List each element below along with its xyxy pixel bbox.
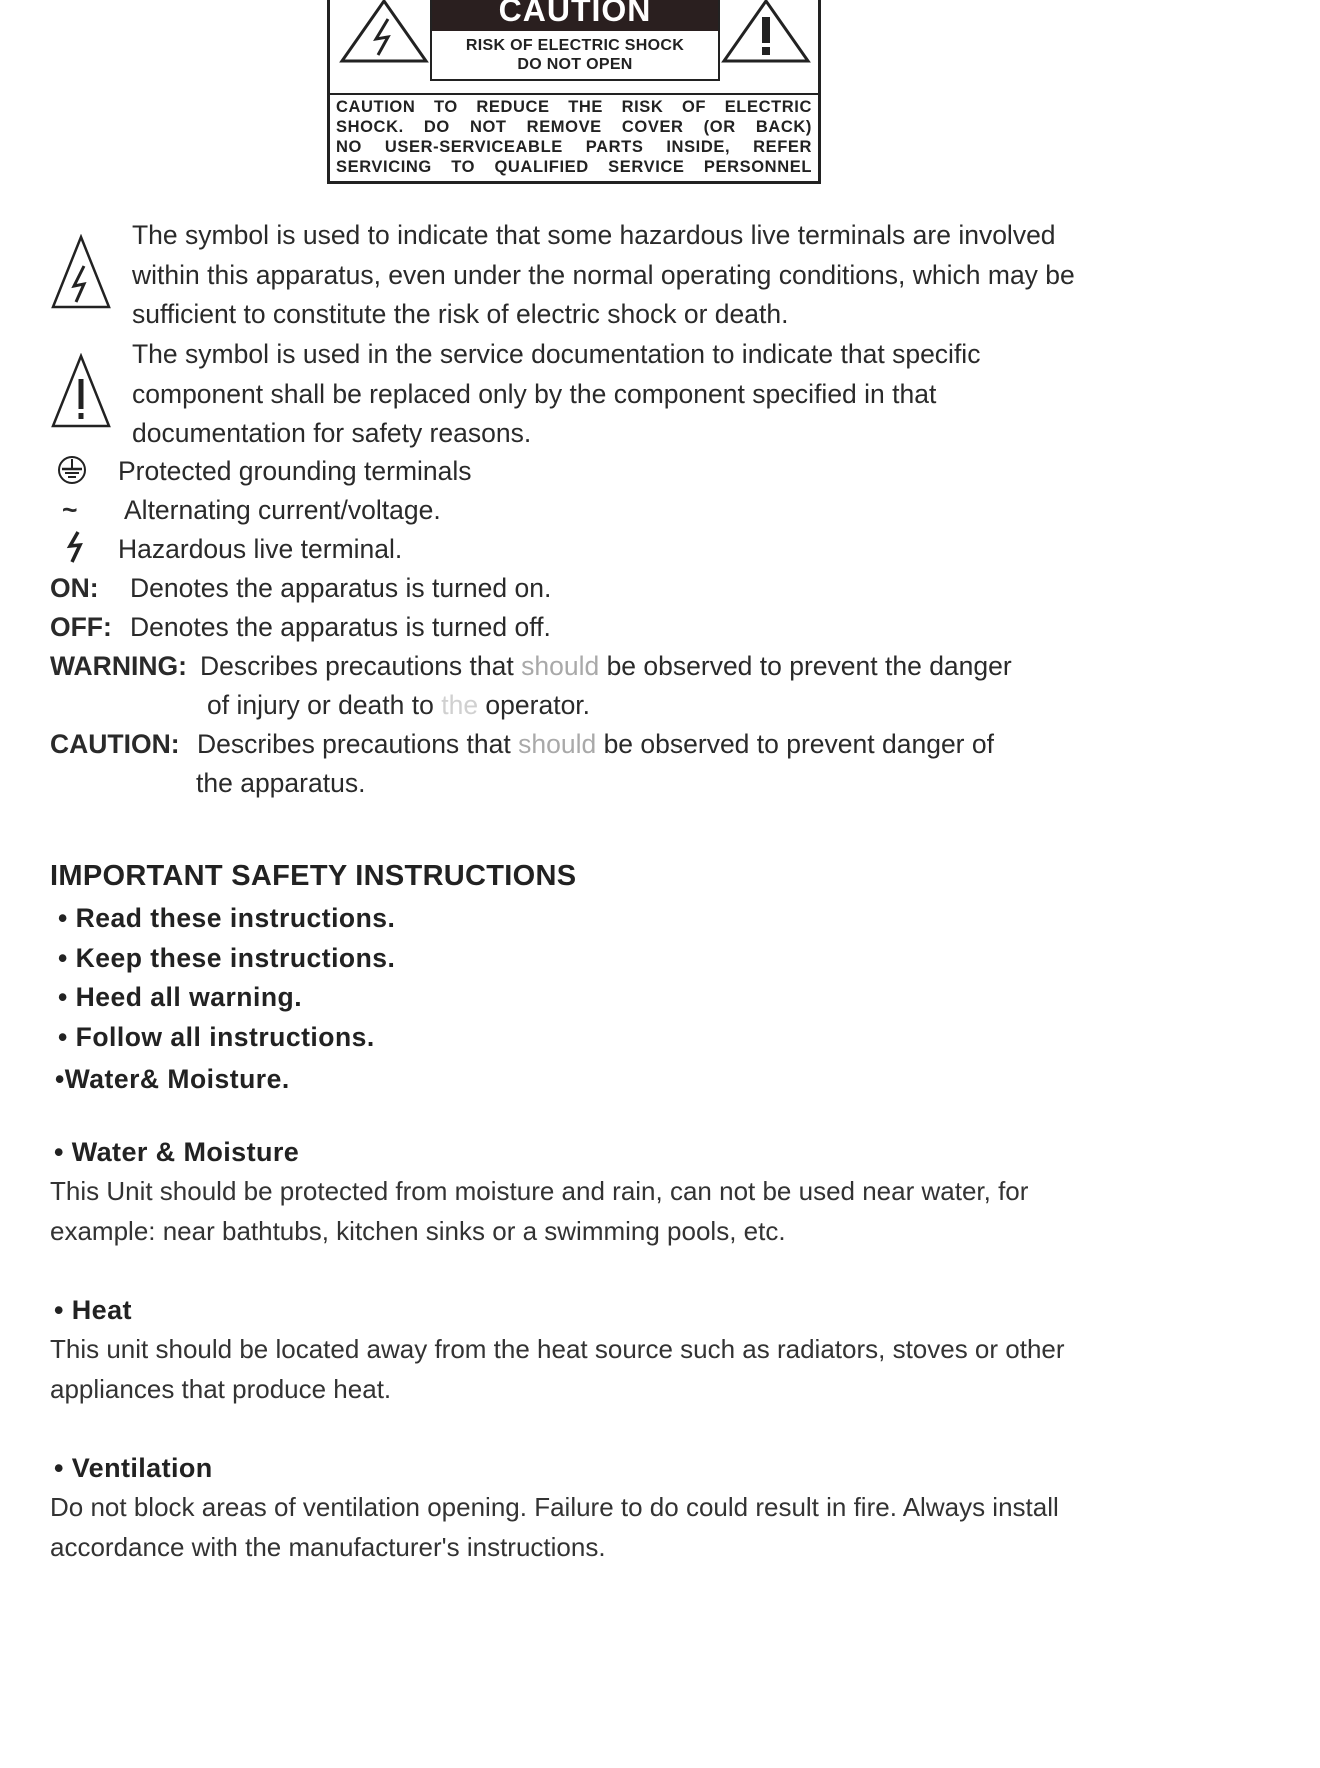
caution-header: CAUTION bbox=[432, 0, 718, 31]
caution-body-line: SHOCK. DO NOT REMOVE COVER (OR BACK) bbox=[336, 118, 812, 136]
caution-body-line: NO USER-SERVICEABLE PARTS INSIDE, REFER bbox=[336, 138, 812, 156]
water-moisture-section bbox=[50, 1132, 1170, 1251]
lightning-triangle-icon bbox=[50, 234, 112, 310]
section-line: accordance with the manufacturer's instructions. bbox=[50, 1531, 606, 1562]
description-line: The symbol is used to indicate that some hazardous live terminals are involved bbox=[132, 220, 1056, 250]
warning-text-faded: should bbox=[521, 651, 600, 681]
caution-sub-line1: RISK OF ELECTRIC SHOCK bbox=[465, 37, 685, 54]
warning-text-a: Describes precautions that bbox=[200, 651, 522, 681]
lightning-description bbox=[132, 216, 1075, 335]
caution-row bbox=[50, 725, 994, 764]
description-line: sufficient to constitute the risk of electric shock or death. bbox=[132, 299, 789, 329]
off-row bbox=[50, 608, 551, 647]
warning-text-faded2: the bbox=[441, 690, 479, 720]
list-item: • Heed all warning. bbox=[58, 982, 303, 1012]
list-item: • Keep these instructions. bbox=[58, 942, 396, 973]
lightning-bolt-icon bbox=[50, 530, 104, 569]
grounding-text: Protected grounding terminals bbox=[118, 456, 472, 486]
section-heading: • Ventilation bbox=[54, 1453, 213, 1483]
caution-sub bbox=[432, 36, 718, 74]
warning-text-c: of injury or death to bbox=[207, 690, 442, 720]
description-line: component shall be replaced only by the component specified in that bbox=[132, 378, 937, 409]
section-line: Do not block areas of ventilation opening. Failure to do could result in fire. Always install bbox=[50, 1492, 1059, 1522]
description-line: within this apparatus, even under the normal operating conditions, which may be bbox=[132, 259, 1075, 290]
caution-label-top bbox=[330, 0, 818, 95]
section-line: appliances that produce heat. bbox=[50, 1373, 392, 1404]
heat-section bbox=[50, 1290, 1170, 1409]
list-item: • Follow all instructions. bbox=[58, 1021, 375, 1052]
grounding-row bbox=[50, 452, 472, 491]
warning-label: WARNING: bbox=[50, 651, 187, 681]
caution-label-body bbox=[336, 97, 812, 177]
description-line: documentation for safety reasons. bbox=[132, 418, 532, 448]
section-line: This unit should be located away from the heat source such as radiators, stoves or other bbox=[50, 1334, 1065, 1364]
section-line: example: near bathtubs, kitchen sinks or a swimming pools, etc. bbox=[50, 1215, 786, 1246]
caution-text-faded: should bbox=[518, 729, 597, 759]
live-terminal-row bbox=[50, 530, 402, 569]
caution-sub-line2: DO NOT OPEN bbox=[517, 56, 633, 73]
exclamation-warning-icon bbox=[720, 0, 812, 65]
warning-row bbox=[50, 647, 1012, 686]
description-line: The symbol is used in the service documentation to indicate that specific bbox=[132, 339, 981, 369]
caution-label-term: CAUTION: bbox=[50, 729, 180, 759]
ground-icon bbox=[50, 452, 104, 491]
caution-label-center bbox=[430, 0, 720, 81]
ac-row bbox=[50, 491, 441, 530]
warning-text-d: operator. bbox=[478, 690, 591, 720]
caution-body-line: SERVICING TO QUALIFIED SERVICE PERSONNEL bbox=[336, 158, 812, 176]
on-label: ON: bbox=[50, 573, 99, 603]
on-row bbox=[50, 569, 551, 608]
caution-text-b: be observed to prevent danger of bbox=[596, 729, 994, 759]
tilde-icon: ~ bbox=[62, 495, 78, 525]
off-text: Denotes the apparatus is turned off. bbox=[130, 612, 551, 642]
caution-body-line: CAUTION TO REDUCE THE RISK OF ELECTRIC bbox=[336, 98, 812, 116]
section-heading: • Water & Moisture bbox=[54, 1137, 300, 1167]
caution-row-cont bbox=[196, 764, 365, 803]
section-line: This Unit should be protected from moisture and rain, can not be used near water, for bbox=[50, 1176, 1029, 1206]
safety-bullet-list bbox=[55, 899, 396, 1100]
off-label: OFF: bbox=[50, 612, 112, 642]
safety-heading: IMPORTANT SAFETY INSTRUCTIONS bbox=[50, 860, 577, 892]
section-heading: • Heat bbox=[54, 1295, 132, 1325]
lightning-warning-icon bbox=[338, 0, 430, 65]
on-text: Denotes the apparatus is turned on. bbox=[130, 573, 552, 603]
caution-text-c: the apparatus. bbox=[196, 768, 366, 798]
list-item: •Water& Moisture. bbox=[55, 1064, 290, 1094]
exclamation-triangle-icon bbox=[50, 353, 112, 429]
ventilation-section bbox=[50, 1448, 1170, 1567]
caution-label bbox=[327, 0, 821, 184]
ac-text: Alternating current/voltage. bbox=[124, 495, 441, 525]
warning-text-b: be observed to prevent the danger bbox=[599, 651, 1012, 681]
list-item: • Read these instructions. bbox=[58, 903, 396, 933]
exclamation-description bbox=[132, 335, 980, 454]
warning-row-cont bbox=[207, 686, 590, 725]
live-terminal-text: Hazardous live terminal. bbox=[118, 534, 403, 564]
caution-text-a: Describes precautions that bbox=[197, 729, 519, 759]
